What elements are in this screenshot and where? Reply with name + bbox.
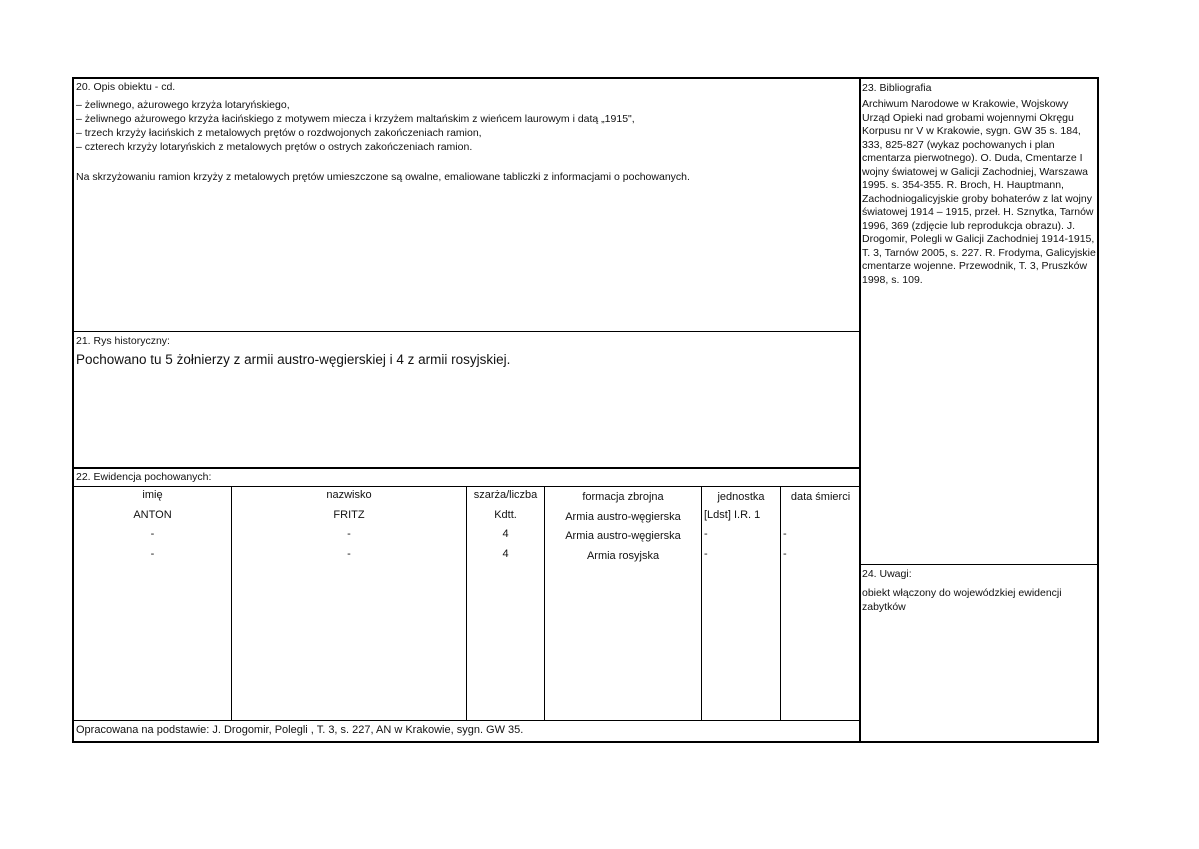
table-cell: - xyxy=(347,528,351,540)
table-cell: Kdtt. xyxy=(494,509,517,521)
list-item: – czterech krzyży lotaryńskich z metalowych prętów o ostrych zakończeniach ramion. xyxy=(76,141,473,153)
table-cell: - xyxy=(347,548,351,560)
table-cell: - xyxy=(704,548,708,560)
section-20-21-divider xyxy=(73,331,859,332)
column-header-formacja: formacja zbrojna xyxy=(582,491,664,503)
section-21-22-divider xyxy=(73,467,861,469)
section-20-note: Na skrzyżowaniu ramion krzyży z metalowych prętów umieszczone są owalne, emaliowane tabliczki z informacjami o pochowanych. xyxy=(76,171,690,183)
section-23-header: 23. Bibliografia xyxy=(862,82,932,94)
table-cell: - xyxy=(150,548,155,560)
table-cell: FRITZ xyxy=(333,509,365,521)
section-22-header: 22. Ewidencja pochowanych: xyxy=(76,471,212,483)
table-cell: Armia austro-węgierska xyxy=(565,530,681,542)
section-20-list xyxy=(76,98,635,154)
table-cell: 4 xyxy=(502,548,509,560)
table-cell: - xyxy=(783,528,787,540)
column-header-imie: imię xyxy=(142,489,163,501)
table-cell: Armia austro-węgierska xyxy=(565,511,681,523)
section-21-header: 21. Rys historyczny: xyxy=(76,335,170,347)
list-item: – żeliwnego ażurowego krzyża łacińskiego z motywem miecza i krzyżem maltańskim z wieńcem laurowym i datą „1915", xyxy=(76,113,635,125)
table-cell: [Ldst] I.R. 1 xyxy=(704,509,761,521)
table-cell: - xyxy=(783,548,787,560)
table-cell: Armia rosyjska xyxy=(586,550,660,562)
column-header-jednostka: jednostka xyxy=(717,491,765,503)
remarks-text: obiekt włączony do wojewódzkiej ewidencji zabytków xyxy=(862,587,1062,613)
column-header-nazwisko: nazwisko xyxy=(326,489,372,501)
section-22-header-divider xyxy=(73,486,861,487)
column-divider xyxy=(859,78,861,742)
list-item: – żeliwnego, ażurowego krzyża lotaryńskiego, xyxy=(76,99,290,111)
footer-divider xyxy=(73,720,861,721)
table-cell: - xyxy=(704,528,708,540)
source-footer: Opracowana na podstawie: J. Drogomir, Polegli , T. 3, s. 227, AN w Krakowie, sygn. GW 35. xyxy=(76,724,524,736)
table-col-divider xyxy=(780,487,781,720)
table-cell: 4 xyxy=(502,528,509,540)
table-col-divider xyxy=(701,487,702,720)
section-23-24-divider xyxy=(860,564,1098,565)
section-20-header: 20. Opis obiektu - cd. xyxy=(76,81,176,93)
list-item: – trzech krzyży łacińskich z metalowych prętów o rozdwojonych zakończeniach ramion, xyxy=(76,127,482,139)
table-cell: - xyxy=(150,528,155,540)
column-header-szarza: szarża/liczba xyxy=(473,489,538,501)
section-21-text: Pochowano tu 5 żołnierzy z armii austro-węgierskiej i 4 z armii rosyjskiej. xyxy=(76,352,511,367)
table-cell: ANTON xyxy=(133,509,172,521)
bibliography-text: Archiwum Narodowe w Krakowie, Wojskowy Urząd Opieki nad grobami wojennymi Okręgu Korpusu nr V w Krakowie, sygn. GW 35 s. 184, 333, 825-827 (wykaz pochowanych i plan cmentarza pierwotnego). O. Duda, Cmentarze I wojny światowej w Galicji Zachodniej, Warszawa 1995. s. 354-355. R. Broch, H. Hauptmann, Zachodniogalicyjskie groby bohaterów z lat wojny światowej 1914 – 1915, przeł. H. Sznytka, Tarnów 1996, 369 (zdjęcie lub reprodukcja obrazu). J. Drogomir, Polegli w Galicji Zachodniej 1914-1915, T. 3, Tarnów 2005, s. 227. R. Frodyma, Galicyjskie cmentarze wojenne. Przewodnik, T. 3, Pruszków 1998, s. 109. xyxy=(862,98,1096,286)
column-header-data-smierci: data śmierci xyxy=(790,491,851,503)
section-24-header: 24. Uwagi: xyxy=(862,568,912,580)
